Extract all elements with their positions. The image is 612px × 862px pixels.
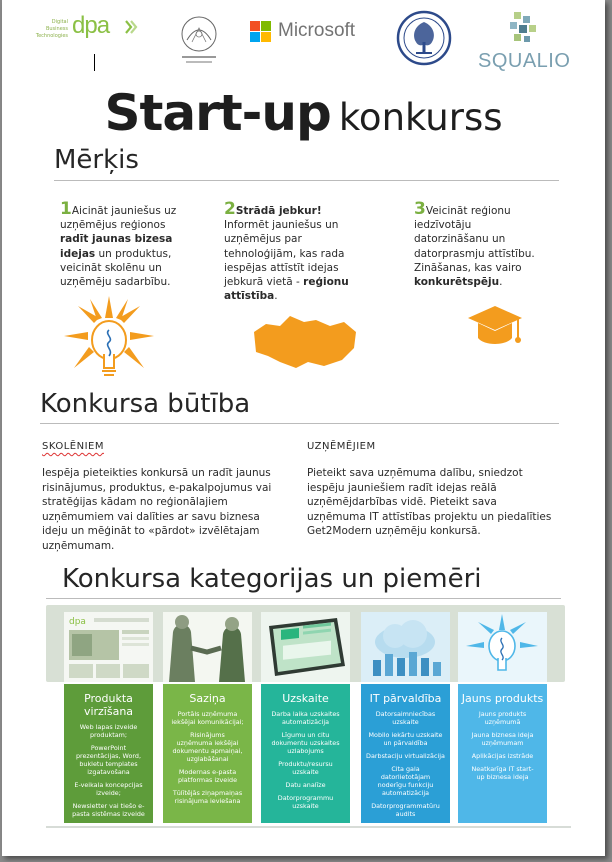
category-example-line: datorlietotājam (380, 773, 431, 781)
goal-text: Veicināt reģionu iedzīvotāju datorzināšanu un datorprasmju attīstību. Zināšanas, kas vairo (414, 205, 535, 274)
category-example-line: dokumentu uzskaites (271, 739, 340, 747)
category-title (261, 684, 350, 705)
category-card-communication (163, 684, 252, 823)
category-example-line: Datorsaimniecības (375, 710, 436, 718)
lttmi-seal-icon (174, 12, 224, 70)
category-example-line: Web lapas izveide (79, 723, 138, 731)
paragraph-line: uzņēmuma IT attīstības projektu un piedalīties (307, 510, 552, 523)
category-example-line: uzlabojums (287, 747, 324, 755)
category-title (64, 684, 153, 718)
handshake-photo-image (163, 612, 252, 682)
category-card-it-management (361, 684, 450, 823)
paragraph-line: Get2Modern uzņēmēju konkursā. (307, 525, 481, 538)
category-example (64, 781, 153, 797)
cloud-illustration-image (361, 612, 450, 682)
category-example (361, 710, 450, 726)
paragraph-line: uzņēmumiem vai dalīties ar savu biznesa (42, 510, 260, 523)
category-card-product-promotion (64, 684, 153, 823)
companies-label: UZŅĒMĒJIEM (307, 441, 376, 452)
dpa-logo-text: dpa (72, 12, 110, 39)
website-screenshot-image (64, 612, 153, 682)
category-example (163, 710, 252, 726)
category-example-line: uzglabāšanai (186, 755, 229, 763)
category-example-line: audits (395, 810, 416, 818)
category-example (361, 752, 450, 760)
lightbulb-icon (64, 296, 154, 382)
category-example-line: Datu analīze (285, 781, 326, 789)
title-bold: Start-up (104, 84, 331, 142)
goal-highlight: reģionu attīstība (224, 276, 349, 303)
category-title-line: IT pārvaldība (369, 692, 442, 705)
page-title (2, 84, 605, 142)
category-example-line: risinājuma ieviešana (174, 797, 241, 805)
category-example-line: uzņēmuma iekšējai (176, 739, 239, 747)
paragraph-line: risinājumus, produktus, e-pakalpojumus vai (42, 481, 272, 494)
paragraph-line: stratēģijas kādam no reģionālajiem (42, 496, 228, 509)
goal-text: un produktus, veicināt skolēnu un uzņēmēju sadarbību. (60, 247, 172, 289)
category-example-line: uzņēmumā (484, 718, 521, 726)
goal-number: 2 (224, 199, 236, 219)
squalio-logo-text: SQUALIO (478, 50, 571, 72)
category-example-line: uzņēmumam (481, 739, 524, 747)
category-example (64, 723, 153, 739)
category-example (64, 802, 153, 818)
category-example-line: Cita gala (391, 765, 420, 773)
category-example-line: Portāls uzņēmuma (177, 710, 238, 718)
microsoft-logo (250, 20, 365, 44)
category-example-line: un pārvaldība (383, 739, 428, 747)
category-example-line: Jauns produkts (478, 710, 527, 718)
category-example-line: automatizācija (381, 789, 430, 797)
microsoft-logo-text: Microsoft (278, 20, 356, 41)
category-example-line: Tūlītējās ziņapmaiņas (172, 789, 243, 797)
category-example-line: izgatavošana (87, 768, 130, 776)
goal-text: . (499, 276, 503, 289)
latvia-map-icon (250, 312, 360, 370)
category-example-line: Darba laika uzskaites (271, 710, 340, 718)
category-title (163, 684, 252, 705)
dpa-chevrons-icon (124, 18, 138, 36)
bottom-bar (46, 826, 571, 828)
tablet-photo-image (261, 612, 350, 682)
category-example-line: produktam; (89, 731, 128, 739)
dpa-logo (34, 12, 144, 42)
category-example-line: E-veikala koncepcijas (74, 781, 143, 789)
svg-text:dpa: dpa (69, 617, 86, 627)
category-example (261, 794, 350, 810)
category-example-line: Datorprogrammatūru (371, 802, 440, 810)
category-example (261, 781, 350, 789)
goal-text: . (274, 290, 278, 303)
category-example-line: Newsletter vai tiešo e- (72, 802, 145, 810)
goal-3 (414, 199, 546, 289)
category-example-line: Mobilo iekārtu uzskaite (368, 731, 443, 739)
category-title-line: Uzskaite (282, 692, 329, 705)
category-title-line: Jauns produkts (461, 692, 544, 705)
university-seal-icon (396, 10, 452, 66)
goals-divider (54, 180, 559, 181)
category-example-line: Darbstaciju virtualizācija (366, 752, 445, 760)
category-example-line: dokumentu apmaiņai, (172, 747, 243, 755)
paragraph-line: uzņēmējdarbības vidē. Pieteikt sava (307, 496, 497, 509)
category-title (458, 684, 547, 705)
paragraph-line: iespēju jauniešiem radīt idejas reālā (307, 481, 497, 494)
category-example (261, 731, 350, 755)
category-example (361, 731, 450, 747)
students-text (42, 466, 271, 554)
category-card-new-product (458, 684, 547, 823)
category-example-line: prezentācijas, Word, (75, 752, 142, 760)
category-example-line: up biznesa ideja (476, 773, 529, 781)
lightbulb-illustration-image (458, 612, 547, 682)
goal-text: Informēt jauniešus un uzņēmējus par tehnoloģijām, kas rada iespējas attīstīt idejas jebkurā vietā - (224, 219, 345, 289)
category-example-line: automatizācija (281, 718, 330, 726)
goal-number: 3 (414, 199, 426, 219)
category-example (361, 765, 450, 797)
text-cursor (94, 54, 95, 71)
goal-highlight: konkurētspēju (414, 276, 500, 289)
category-example-line: Līgumu un citu (281, 731, 330, 739)
category-example (361, 802, 450, 818)
category-example-line: Produktu/resursu (278, 760, 333, 768)
goal-1 (60, 199, 192, 289)
category-example (458, 710, 547, 726)
category-example-line: iekšējai komunikācijai; (171, 718, 244, 726)
essence-heading: Konkursa būtība (40, 389, 251, 419)
category-example-line: Datorprogrammu (277, 794, 334, 802)
title-rest: konkurss (338, 96, 503, 139)
goal-highlight: Strādā jebkur! (235, 205, 322, 217)
poster-page (2, 0, 605, 856)
goal-number: 1 (60, 199, 72, 219)
category-example-line: bukletu templates (79, 760, 138, 768)
category-example (163, 731, 252, 763)
category-example-line: uzskaite (392, 718, 419, 726)
category-example (458, 752, 547, 760)
category-example-line: Modernas e-pasta (178, 768, 237, 776)
category-example (261, 710, 350, 726)
category-example-line: noderīgu funkciju (377, 781, 434, 789)
category-example-line: pasta sistēmas izveide (72, 810, 145, 818)
category-card-accounting (261, 684, 350, 823)
dpa-logo-tagline: Digital Business Technologies (35, 19, 68, 39)
category-example-line: Risinājums (190, 731, 225, 739)
category-example-line: Jauna biznesa ideja (471, 731, 534, 739)
category-example-line: platformas izveide (177, 776, 238, 784)
category-example (163, 768, 252, 784)
categories-divider (46, 598, 561, 599)
category-example-line: uzskaite (292, 768, 319, 776)
category-example-line: Neatkarīga IT start- (471, 765, 534, 773)
category-example-line: PowerPoint (90, 744, 127, 752)
category-example-line: izveide; (96, 789, 121, 797)
category-example-line: Aplikācijas izstrāde (471, 752, 534, 760)
category-example (458, 731, 547, 747)
paragraph-line: ideju un mēģināt to «pārdot» izvēlētajam (42, 525, 260, 538)
graduation-cap-icon (466, 302, 524, 356)
goal-2 (224, 199, 356, 303)
category-title-line: virzīšana (83, 705, 134, 718)
category-example (64, 744, 153, 776)
categories-heading: Konkursa kategorijas un piemēri (62, 564, 482, 594)
goal-text: Aicināt jauniešus uz uzņēmējus reģionos (60, 205, 177, 232)
companies-text (307, 466, 551, 539)
goals-heading: Mērķis (54, 145, 139, 175)
paragraph-line: uzņēmumam. (42, 539, 115, 552)
squalio-logo (474, 12, 574, 72)
paragraph-line: Pieteikt sava uzņēmuma dalību, sniedzot (307, 467, 523, 479)
category-title-line: Saziņa (189, 692, 226, 705)
microsoft-windows-icon (250, 21, 272, 43)
category-example (458, 765, 547, 781)
category-example (163, 789, 252, 805)
category-example-line: uzskaite (292, 802, 319, 810)
category-title (361, 684, 450, 705)
paragraph-line: Iespēja pieteikties konkursā un radīt jaunus (42, 467, 271, 479)
students-label: SKOLĒNIEM (42, 441, 104, 452)
category-title-line: Produkta (84, 692, 133, 705)
squalio-squares-icon (508, 12, 540, 46)
essence-divider (40, 423, 559, 424)
category-example (261, 760, 350, 776)
goal-highlight: radīt jaunas bizesa idejas (60, 233, 173, 260)
